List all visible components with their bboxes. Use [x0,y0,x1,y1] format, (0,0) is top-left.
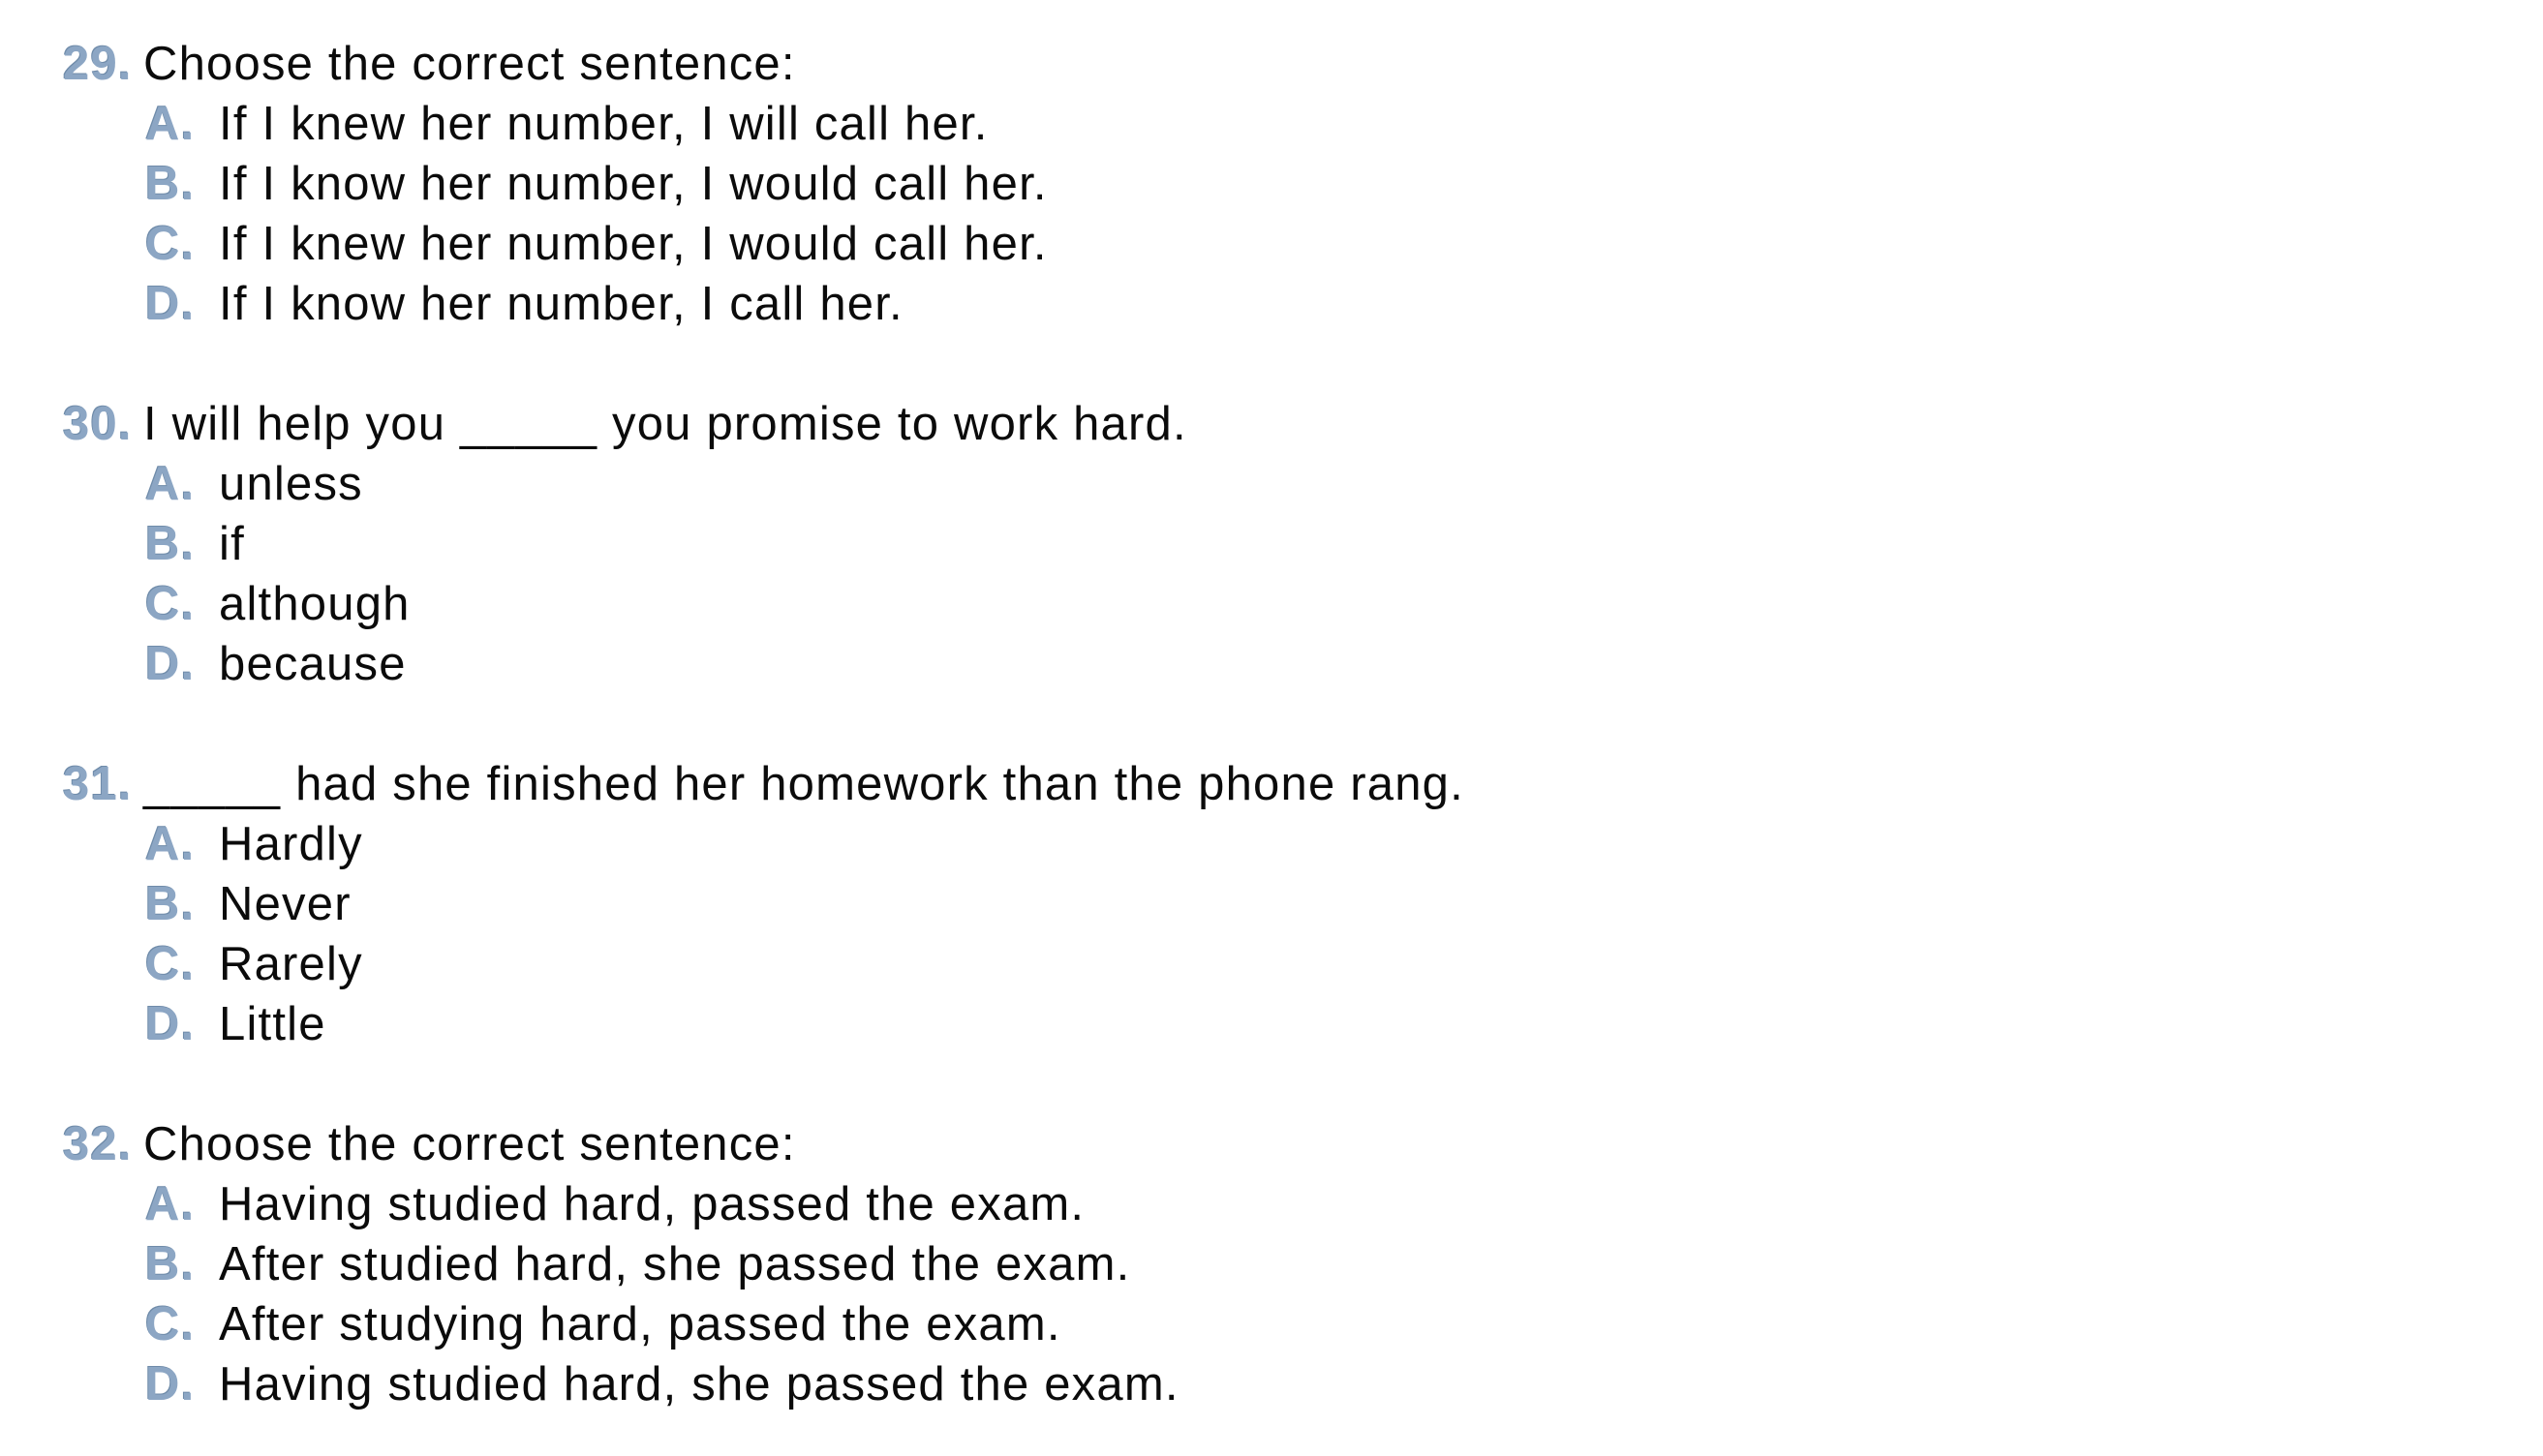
option-letter: B. [145,158,196,210]
option-text: Having studied hard, she passed the exam. [219,1358,1180,1410]
option-text: Hardly [219,818,363,870]
option-row [145,1174,2504,1234]
option-letter: A. [145,1178,196,1230]
option-letter: D. [145,998,196,1050]
option-row [145,874,2504,934]
option-row [145,214,2504,274]
option-text: because [219,638,407,690]
option-text: If I know her number, I would call her. [219,158,1048,210]
option-text: If I knew her number, I will call her. [219,98,989,150]
option-text: Having studied hard, passed the exam. [219,1178,1086,1230]
option-row [145,934,2504,994]
option-letter: C. [145,218,196,270]
option-text: Rarely [219,938,363,990]
option-row [145,154,2504,214]
question-block-29 [63,34,2504,334]
question-block-32 [63,1114,2504,1414]
option-letter: D. [145,1358,196,1410]
option-letter: C. [145,938,196,990]
option-text: If I know her number, I call her. [219,278,904,330]
option-row [145,1294,2504,1354]
option-row [145,1234,2504,1294]
option-letter: B. [145,878,196,930]
option-letter: A. [145,818,196,870]
option-letter: B. [145,1238,196,1290]
option-letter: C. [145,1298,196,1350]
option-row [145,514,2504,574]
option-letter: A. [145,458,196,510]
option-text: If I knew her number, I would call her. [219,218,1048,270]
question-prompt: I will help you _____ you promise to work hard. [143,398,1187,450]
option-row [145,574,2504,634]
question-prompt: _____ had she finished her homework than the phone rang. [143,758,1464,810]
question-block-30 [63,394,2504,694]
question-prompt: Choose the correct sentence: [143,1118,796,1170]
option-text: unless [219,458,363,510]
option-letter: D. [145,278,196,330]
option-text: if [219,518,245,570]
question-line [63,34,2504,94]
question-number: 30. [63,398,133,450]
option-text: Never [219,878,352,930]
question-line [63,394,2504,454]
option-letter: B. [145,518,196,570]
question-line [63,1114,2504,1174]
question-line [63,754,2504,814]
option-text: Little [219,998,326,1050]
option-letter: C. [145,578,196,630]
option-text: After studying hard, passed the exam. [219,1298,1061,1350]
option-letter: D. [145,638,196,690]
question-prompt: Choose the correct sentence: [143,38,796,90]
option-text: After studied hard, she passed the exam. [219,1238,1131,1290]
option-row [145,814,2504,874]
option-letter: A. [145,98,196,150]
question-block-31 [63,754,2504,1054]
option-text: although [219,578,411,630]
option-row [145,454,2504,514]
question-number: 32. [63,1118,133,1170]
question-number: 29. [63,38,133,90]
option-row [145,634,2504,694]
option-row [145,994,2504,1054]
option-row [145,94,2504,154]
option-row [145,274,2504,334]
question-number: 31. [63,758,133,810]
option-row [145,1354,2504,1414]
